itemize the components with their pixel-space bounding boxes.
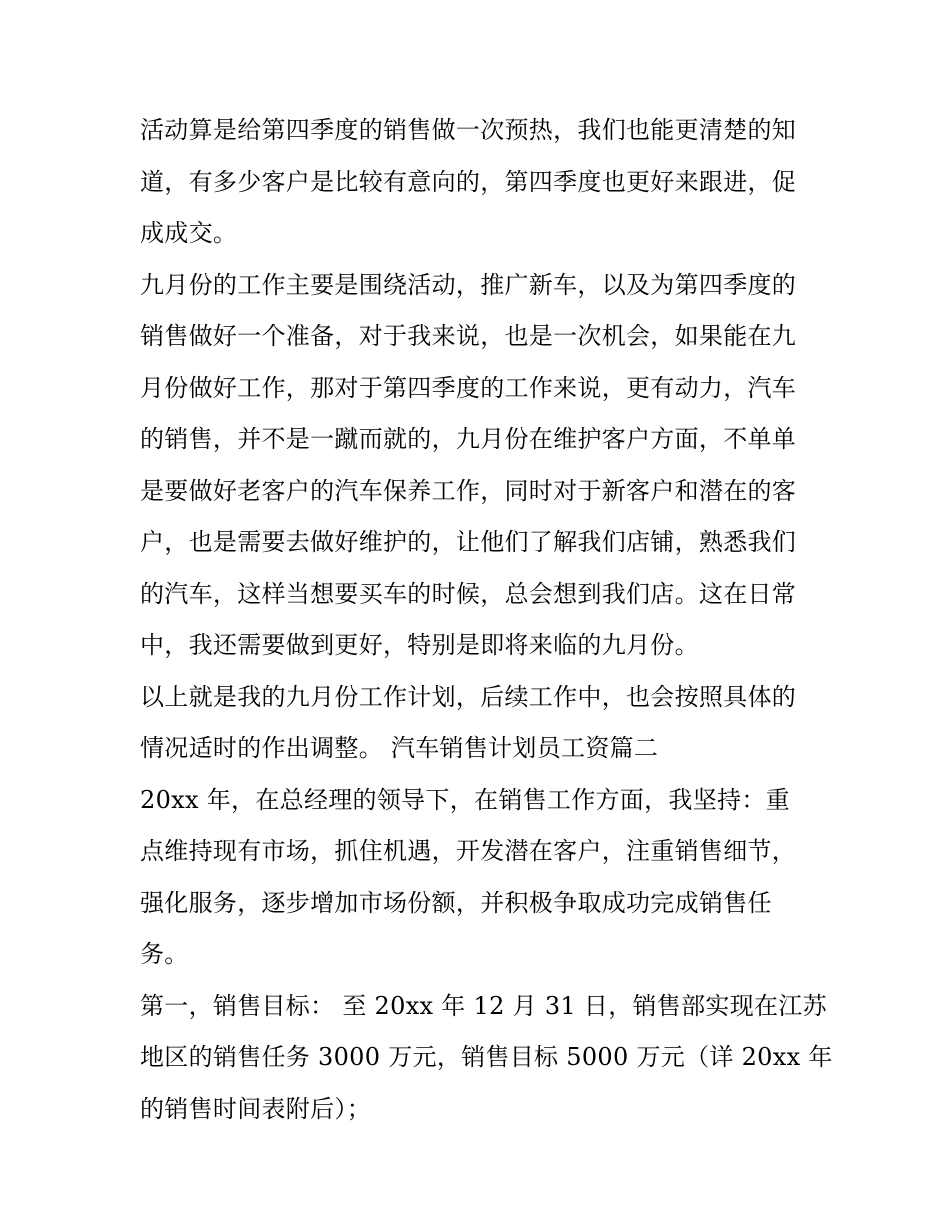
text-line: 务。 [140,940,189,968]
paragraph-plan-summary [140,672,820,775]
text-line: 地区的销售任务 3000 万元，销售目标 5000 万元（详 20xx 年 [140,1043,833,1071]
text-line: 道，有多少客户是比较有意向的，第四季度也更好来跟进，促 [140,167,797,196]
paragraph-annual-approach [140,775,820,981]
text-line: 第一，销售目标： 至 20xx 年 12 月 31 日，销售部实现在江苏 [140,991,827,1020]
paragraph-presale-warmup [140,105,820,260]
text-line: 月份做好工作，那对于第四季度的工作来说，更有动力，汽车 [140,373,797,402]
text-line: 成成交。 [140,219,238,247]
paragraph-september-work [140,260,820,672]
text-line: 的汽车，这样当想要买车的时候，总会想到我们店。这在日常 [140,579,797,608]
text-line: 是要做好老客户的汽车保养工作，同时对于新客户和潜在的客 [140,476,797,505]
text-line: 九月份的工作主要是围绕活动，推广新车，以及为第四季度的 [140,270,797,299]
text-line: 以上就是我的九月份工作计划，后续工作中，也会按照具体的 [140,682,797,711]
document-body [140,105,833,1135]
text-line: 情况适时的作出调整。 汽车销售计划员工资篇二 [140,734,659,762]
text-line: 强化服务，逐步增加市场份额，并积极争取成功完成销售任 [140,888,772,917]
text-line: 活动算是给第四季度的销售做一次预热，我们也能更清楚的知 [140,116,797,144]
text-line: 户，也是需要去做好维护的，让他们了解我们店铺，熟悉我们 [140,528,797,556]
text-line: 的销售时间表附后）； [140,1094,371,1123]
text-line: 销售做好一个准备，对于我来说，也是一次机会，如果能在九 [140,322,797,350]
text-line: 点维持现有市场，抓住机遇，开发潜在客户，注重销售细节， [140,837,797,865]
text-line: 的销售，并不是一蹴而就的，九月份在维护客户方面，不单单 [140,425,797,453]
paragraph-sales-target [140,981,833,1136]
text-line: 中，我还需要做到更好，特别是即将来临的九月份。 [140,631,699,659]
text-line: 20xx 年，在总经理的领导下，在销售工作方面，我坚持：重 [140,785,790,814]
